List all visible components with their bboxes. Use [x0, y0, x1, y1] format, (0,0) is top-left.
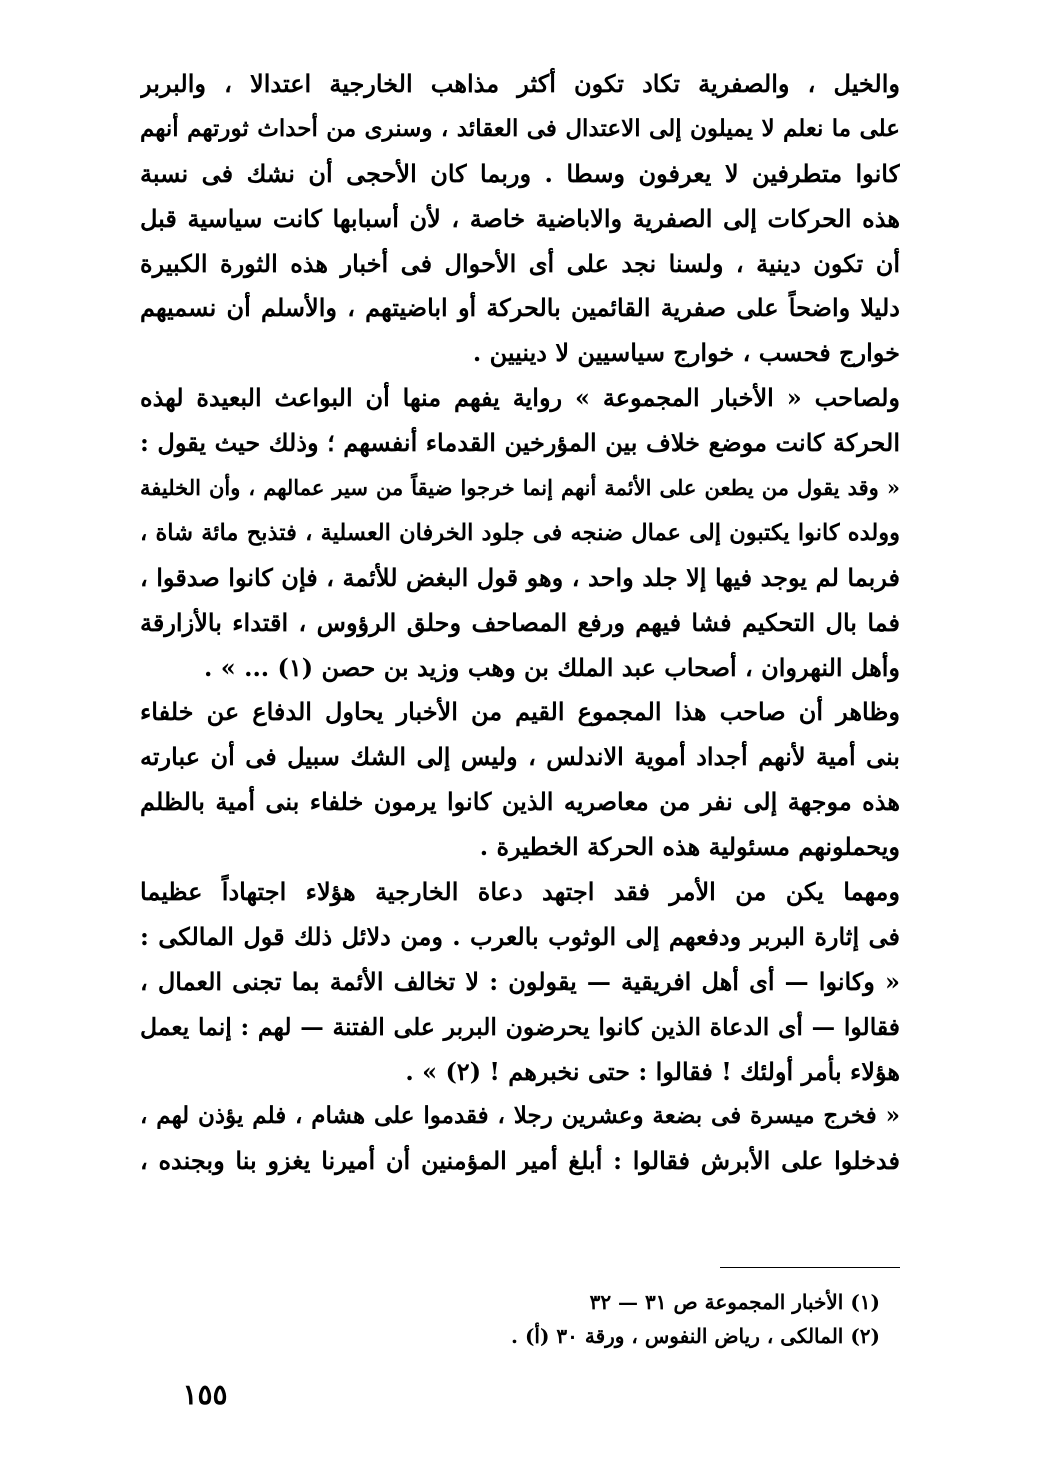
text-line: فربما لم يوجد فيها إلا جلد واحد ، وهو قول البغض للأئمة ، فإن كانوا صدقوا ، [140, 562, 900, 592]
text-line: وأهل النهروان ، أصحاب عبد الملك بن وهب وزيد بن حصن (١) ... » . [204, 652, 900, 682]
footnotes [300, 1285, 880, 1353]
text-line: ولصاحب « الأخبار المجموعة » رواية يفهم منها أن البواعث البعيدة لهذه [140, 383, 900, 413]
text-line: فما بال التحكيم فشا فيهم ورفع المصاحف وحلق الرؤوس ، اقتداء بالأزارقة [140, 607, 900, 637]
text-line: « وكانوا — أى أهل افريقية — يقولون : لا تخالف الأئمة بما تجنى العمال ، [140, 966, 900, 996]
text-line: على ما نعلم لا يميلون إلى الاعتدال فى العقائد ، وسنرى من أحداث ثورتهم أنهم [140, 114, 900, 142]
text-line: فدخلوا على الأبرش فقالوا : أبلغ أمير المؤمنين أن أميرنا يغزو بنا وبجنده ، [140, 1146, 900, 1176]
text-line: « فخرج ميسرة فى بضعة وعشرين رجلا ، فقدموا على هشام ، فلم يؤذن لهم ، [140, 1102, 900, 1130]
text-line: فى إثارة البربر ودفعهم إلى الوثوب بالعرب . ومن دلائل ذلك قول المالكى : [140, 921, 900, 951]
text-line: خوارج فحسب ، خوارج سياسيين لا دينيين . [472, 338, 900, 368]
footnote: (١) الأخبار المجموعة ص ٣١ — ٣٢ [589, 1290, 880, 1314]
footnote-divider [720, 1267, 900, 1268]
text-line: أن تكون دينية ، ولسنا نجد على أى الأحوال فى أخبار هذه الثورة الكبيرة [140, 248, 900, 278]
text-line: كانوا متطرفين لا يعرفون وسطا . وربما كان الأحجى أن نشك فى نسبة [140, 158, 900, 188]
text-line: ومهما يكن من الأمر فقد اجتهد دعاة الخارجية هؤلاء اجتهاداً عظيما [140, 877, 900, 907]
text-line: دليلا واضحاً على صفرية القائمين بالحركة أو اباضيتهم ، والأسلم أن نسميهم [140, 293, 900, 323]
text-line: ويحملونهم مسئولية هذه الحركة الخطيرة . [479, 832, 900, 862]
text-line: هذه موجهة إلى نفر من معاصريه الذين كانوا يرمون خلفاء بنى أمية بالظلم [140, 787, 900, 817]
text-line: هؤلاء بأمر أولئك ! فقالوا : حتى نخبرهم ! (٢) » . [405, 1056, 900, 1086]
page-number: ١٥٥ [182, 1378, 228, 1411]
text-line: « وقد يقول من يطعن على الأئمة أنهم إنما خرجوا ضيقاً من سير عمالهم ، وأن الخليفة [140, 475, 900, 501]
text-line: هذه الحركات إلى الصفرية والاباضية خاصة ، لأن أسبابها كانت سياسية قبل [140, 203, 900, 233]
text-line: فقالوا — أى الدعاة الذين كانوا يحرضون البربر على الفتنة — لهم : إنما يعمل [140, 1012, 900, 1041]
main-text [140, 62, 900, 1184]
text-line: وولده كانوا يكتبون إلى عمال ضنجه فى جلود الخرفان العسلية ، فتذبح مائة شاة ، [140, 519, 900, 546]
text-line: وظاهر أن صاحب هذا المجموع القيم من الأخبار يحاول الدفاع عن خلفاء [140, 697, 900, 727]
text-line: والخيل ، والصفرية تكاد تكون أكثر مذاهب الخارجية اعتدالا ، والبربر [140, 69, 900, 98]
text-line: الحركة كانت موضع خلاف بين المؤرخين القدماء أنفسهم ؛ وذلك حيث يقول : [140, 428, 900, 458]
text-line: بنى أمية لأنهم أجداد أموية الاندلس ، وليس إلى الشك سبيل فى أن عبارته [140, 742, 900, 772]
footnote: (٢) المالكى ، رياض النفوس ، ورقة ٣٠ (أ) . [511, 1324, 880, 1348]
